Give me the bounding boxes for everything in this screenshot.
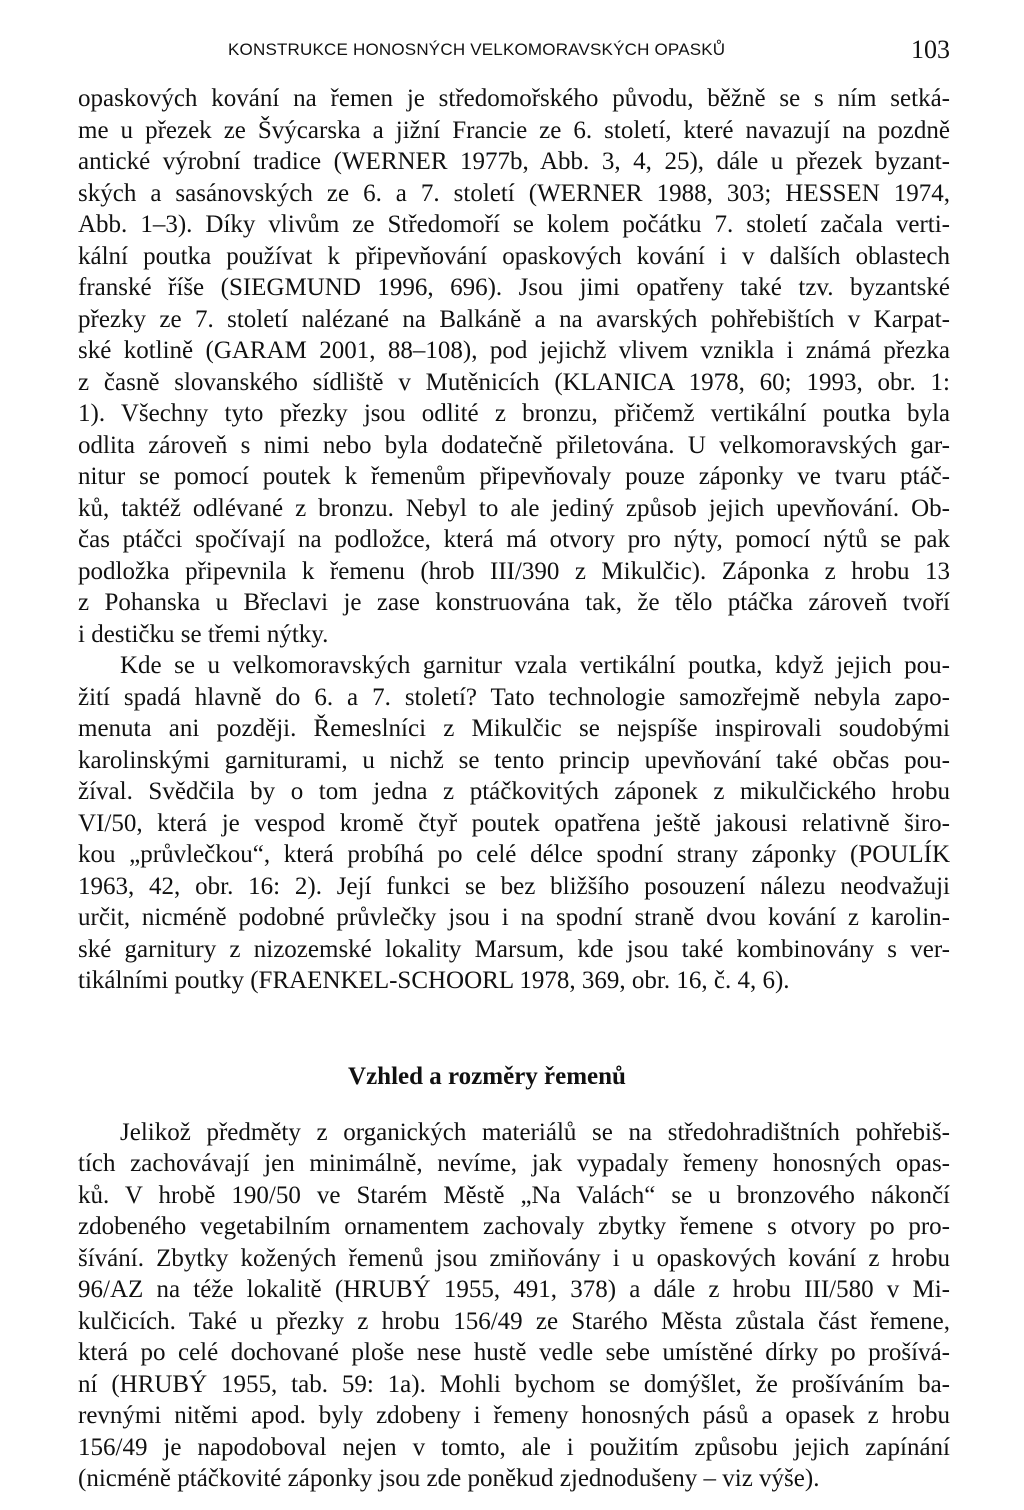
text-line: zdobeného vegetabilním ornamentem zachovaly zbytky řemene s otvory po pro- — [78, 1213, 950, 1240]
text-line: Jelikož předměty z organických materiálů se na středohradištních pohřebiš- — [120, 1118, 950, 1146]
paragraph-continuation — [78, 83, 950, 650]
text-line: 1). Všechny tyto přezky jsou odlité z bronzu, přičemž vertikální poutka byla — [78, 400, 950, 427]
text-line: VI/50, která je vespod kromě čtyř poutek opatřena ještě jakousi relativně širo- — [78, 809, 950, 837]
text-line: 96/AZ na téže lokalitě (HRUBÝ 1955, 491, 378) a dále z hrobu III/580 v Mi- — [78, 1276, 950, 1303]
page-number: 103 — [911, 35, 950, 64]
text-line: tích zachovávají jen minimálně, nevíme, jak vypadaly řemeny honosných opas- — [78, 1150, 950, 1177]
text-line: kou „průvlečkou“, která probíhá po celé délce spodní strany záponky (POULÍK — [78, 841, 950, 868]
text-line: antické výrobní tradice (WERNER 1977b, Abb. 3, 4, 25), dále u přezek byzant- — [78, 148, 950, 175]
body-text — [78, 83, 950, 1495]
text-line: franské říše (SIEGMUND 1996, 696). Jsou jimi opatřeny také tzv. byzantské — [78, 274, 950, 301]
text-line: z Pohanska u Břeclavi je zase konstruována tak, že tělo ptáčka zároveň tvoří — [78, 589, 950, 616]
paragraph-vertical-loops — [78, 650, 950, 997]
text-line: odlita zároveň s nimi nebo byla dodatečně přiletována. U velkomoravských gar- — [78, 431, 950, 459]
text-line: šívání. Zbytky kožených řemenů jsou zmiňovány i u opaskových kování z hrobu — [78, 1244, 950, 1272]
text-line: podložka připevnila k řemenu (hrob III/390 z Mikulčic). Záponka z hrobu 13 — [78, 557, 950, 585]
text-line: opaskových kování na řemen je středomořského původu, běžně se s ním setká- — [78, 85, 950, 112]
text-line: ských a sasánovských ze 6. a 7. století (WERNER 1988, 303; HESSEN 1974, — [78, 179, 950, 207]
text-line: ků, taktéž odlévané z bronzu. Nebyl to ale jediný způsob jejich upevňování. Ob- — [78, 494, 950, 522]
document-page — [78, 30, 950, 1495]
paragraph-belts-appearance — [78, 1117, 950, 1495]
text-line: revnými nitěmi apod. byly zdobeny i řemeny honosných pásů a opasek z hrobu — [78, 1402, 950, 1429]
text-line: ní (HRUBÝ 1955, tab. 59: 1a). Mohli bychom se domýšlet, že prošíváním ba- — [78, 1370, 950, 1398]
text-line: žíval. Svědčila by o tom jedna z ptáčkovitých záponek z mikulčického hrobu — [78, 778, 950, 805]
text-line: (nicméně ptáčkovité záponky jsou zde poněkud zjednodušeny – viz výše). — [78, 1465, 820, 1492]
running-header — [78, 30, 950, 70]
text-line: ské kotlině (GARAM 2001, 88–108), pod jejichž vlivem vznikla i známá přezka — [78, 337, 950, 364]
text-line: Abb. 1–3). Díky vlivům ze Středomoří se kolem počátku 7. století začala verti- — [78, 211, 950, 238]
text-line: menuta ani později. Řemeslníci z Mikulčic se nejspíše inspirovali soudobými — [78, 715, 950, 742]
text-line: kální poutka používat k připevňování opaskových kování i v dalších oblastech — [78, 242, 950, 270]
text-line: Kde se u velkomoravských garnitur vzala vertikální poutka, když jejich pou- — [120, 652, 950, 679]
running-title: KONSTRUKCE HONOSNÝCH VELKOMORAVSKÝCH OPASKŮ — [228, 40, 726, 59]
text-line: kulčicích. Také u přezky z hrobu 156/49 ze Starého Města zůstala část řemene, — [78, 1307, 950, 1335]
text-line: určit, nicméně podobné průvlečky jsou i na spodní straně dvou kování z karolin- — [78, 904, 950, 931]
text-line: nitur se pomocí poutek k řemenům připevňovaly pouze záponky ve tvaru ptáč- — [78, 463, 950, 490]
text-line: ků. V hrobě 190/50 ve Starém Městě „Na Valách“ se u bronzového nákončí — [78, 1181, 950, 1209]
text-line: z časně slovanského sídliště v Mutěnicích (KLANICA 1978, 60; 1993, obr. 1: — [78, 368, 950, 396]
text-line: čas ptáčci spočívají na podložce, která má otvory pro nýty, pomocí nýtů se pak — [78, 526, 950, 553]
text-line: žití spadá hlavně do 6. a 7. století? Tato technologie samozřejmě nebyla zapo- — [78, 683, 950, 711]
text-line: i destičku se třemi nýtky. — [78, 620, 329, 648]
text-line: karolinskými garniturami, u nichž se tento princip upevňování také občas pou- — [78, 746, 950, 774]
section-heading: Vzhled a rozměry řemenů — [348, 1062, 626, 1090]
text-line: tikálními poutky (FRAENKEL-SCHOORL 1978, 369, obr. 16, č. 4, 6). — [78, 967, 790, 994]
text-line: 1963, 42, obr. 16: 2). Její funkci se bez bližšího posouzení nálezu neodvažuji — [78, 872, 950, 900]
text-line: me u přezek ze Švýcarska a jižní Francie ze 6. století, které navazují na pozdně — [78, 116, 950, 144]
text-line: ské garnitury z nizozemské lokality Marsum, kde jsou také kombinovány s ver- — [78, 935, 950, 963]
text-line: přezky ze 7. století nalézané na Balkáně a na avarských pohřebištích v Karpat- — [78, 305, 950, 333]
text-line: 156/49 je napodoboval nejen v tomto, ale i použitím způsobu jejich zapínání — [78, 1433, 950, 1461]
text-line: která po celé dochované ploše nese hustě vedle sebe umístěné dírky po prošívá- — [78, 1339, 950, 1366]
